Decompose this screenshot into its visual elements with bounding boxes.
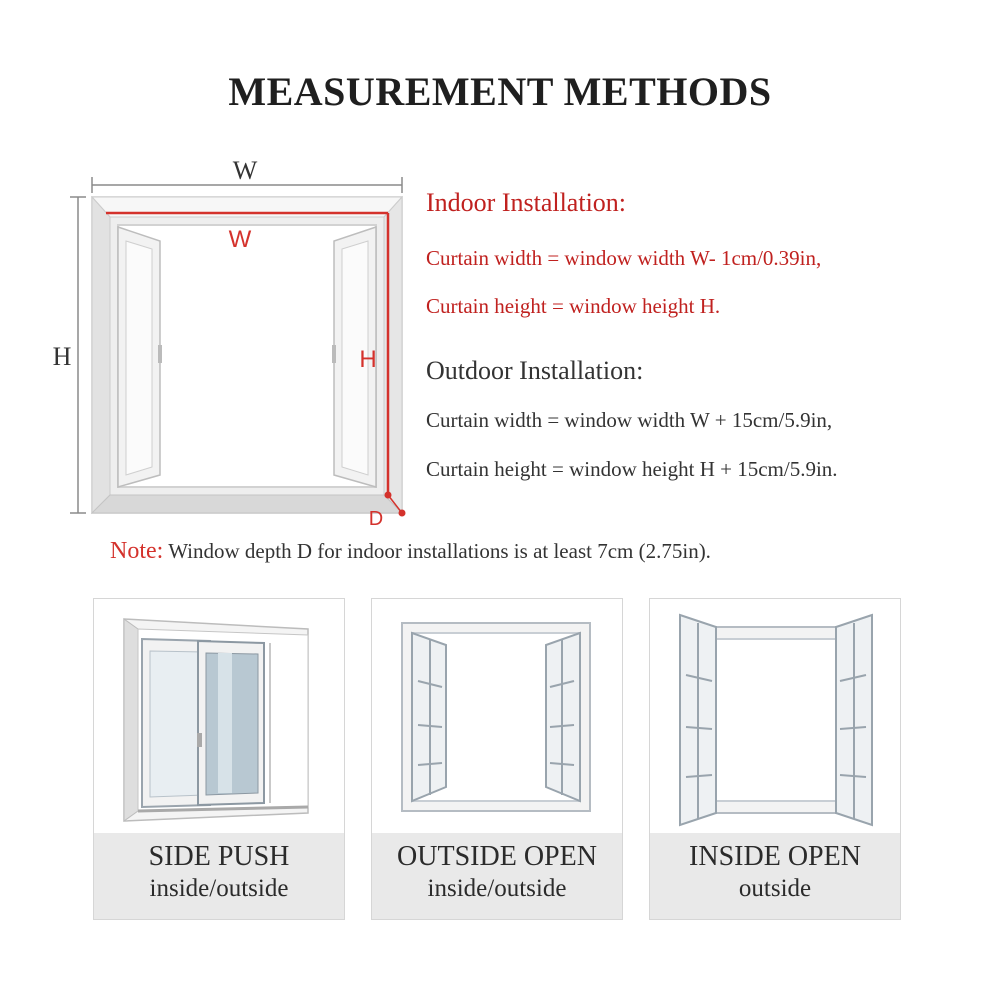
outdoor-height-rule: Curtain height = window height H + 15cm/5.9in. bbox=[426, 457, 838, 481]
window-type-name: SIDE PUSH bbox=[148, 841, 290, 872]
indoor-height-rule: Curtain height = window height H. bbox=[426, 294, 721, 318]
inner-width-label: W bbox=[228, 226, 252, 253]
window-type-card-inside-open bbox=[649, 598, 901, 920]
window-type-mount: outside bbox=[738, 875, 812, 902]
outdoor-width-rule: Curtain width = window width W + 15cm/5.9in, bbox=[426, 408, 833, 432]
window-type-name: INSIDE OPEN bbox=[689, 841, 861, 872]
depth-label: D bbox=[368, 508, 384, 530]
note-text: Window depth D for indoor installations is at least 7cm (2.75in). bbox=[168, 539, 711, 563]
page-title: MEASUREMENT METHODS bbox=[228, 69, 772, 114]
inward-casement-window-icon bbox=[650, 599, 902, 835]
window-type-card-outside-open bbox=[371, 598, 623, 920]
window-type-caption bbox=[650, 833, 900, 919]
window-measurement-diagram bbox=[40, 145, 420, 535]
outdoor-heading: Outdoor Installation: bbox=[426, 356, 644, 385]
window-type-caption bbox=[372, 833, 622, 919]
outer-width-label: W bbox=[232, 156, 258, 185]
depth-note bbox=[110, 538, 711, 565]
window-type-name: OUTSIDE OPEN bbox=[397, 841, 597, 872]
note-label: Note: bbox=[110, 538, 164, 564]
indoor-width-rule: Curtain width = window width W- 1cm/0.39in, bbox=[426, 246, 822, 270]
window-type-card-side-push bbox=[93, 598, 345, 920]
outer-height-label: H bbox=[52, 342, 72, 371]
window-type-mount: inside/outside bbox=[149, 875, 289, 902]
sliding-window-icon bbox=[94, 599, 346, 835]
inner-height-label: H bbox=[359, 346, 377, 373]
window-type-mount: inside/outside bbox=[427, 875, 567, 902]
window-type-caption bbox=[94, 833, 344, 919]
indoor-heading: Indoor Installation: bbox=[426, 188, 627, 217]
outward-casement-window-icon bbox=[372, 599, 624, 835]
